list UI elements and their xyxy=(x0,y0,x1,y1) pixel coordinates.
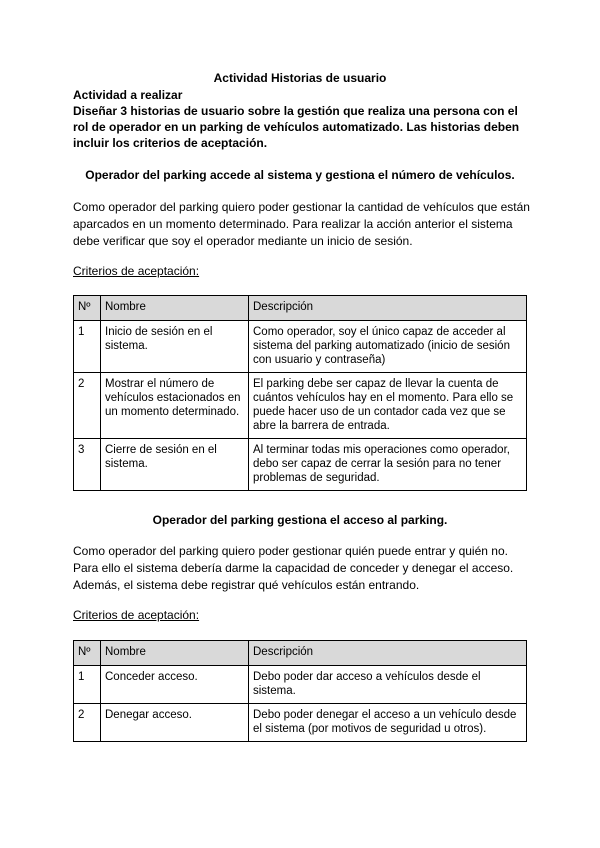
cell-number: 2 xyxy=(74,704,101,742)
cell-name: Inicio de sesión en el sistema. xyxy=(101,321,249,373)
header-name: Nombre xyxy=(101,296,249,321)
cell-number: 1 xyxy=(74,666,101,704)
activity-heading: Actividad a realizar xyxy=(73,88,183,102)
story-2-criteria-label: Criterios de aceptación: xyxy=(73,608,200,622)
cell-description: Como operador, soy el único capaz de acceder al sistema del parking automatizado (inicio de sesión con usuario y contraseña) xyxy=(249,321,527,373)
cell-description: Debo poder dar acceso a vehículos desde el sistema. xyxy=(249,666,527,704)
cell-number: 2 xyxy=(74,373,101,439)
story-1-criteria-label: Criterios de aceptación: xyxy=(73,264,200,278)
cell-number: 1 xyxy=(74,321,101,373)
story-1-criteria-table xyxy=(73,295,527,491)
story-2-text: Como operador del parking quiero poder gestionar quién puede entrar y quién no. Para ello el sistema debería darme la capacidad de conceder y denegar el acceso. Además, el sistema debe registrar qué vehículos están entrando. xyxy=(73,544,514,592)
header-name: Nombre xyxy=(101,641,249,666)
table-row xyxy=(74,704,527,742)
story-1-title: Operador del parking accede al sistema y gestiona el número de vehículos. xyxy=(85,168,515,182)
header-number: Nº xyxy=(74,296,101,321)
table-header-row xyxy=(74,296,527,321)
table-header-row xyxy=(74,641,527,666)
activity-section xyxy=(73,87,533,151)
header-number: Nº xyxy=(74,641,101,666)
cell-name: Conceder acceso. xyxy=(101,666,249,704)
header-description: Descripción xyxy=(249,641,527,666)
story-2-title: Operador del parking gestiona el acceso al parking. xyxy=(152,513,448,527)
story-2-criteria-table xyxy=(73,640,527,742)
table-row xyxy=(74,439,527,491)
cell-description: El parking debe ser capaz de llevar la cuenta de cuántos vehículos hay en el momento. Para ello se puede hacer uso de un contador cada vez que se abre la barrera de entrada. xyxy=(249,373,527,439)
table-row xyxy=(74,666,527,704)
cell-name: Denegar acceso. xyxy=(101,704,249,742)
cell-name: Mostrar el número de vehículos estacionados en un momento determinado. xyxy=(101,373,249,439)
table-row xyxy=(74,321,527,373)
document-title: Actividad Historias de usuario xyxy=(213,71,387,85)
cell-name: Cierre de sesión en el sistema. xyxy=(101,439,249,491)
cell-description: Al terminar todas mis operaciones como operador, debo ser capaz de cerrar la sesión para no tener problemas de seguridad. xyxy=(249,439,527,491)
cell-description: Debo poder denegar el acceso a un vehículo desde el sistema (por motivos de seguridad u otros). xyxy=(249,704,527,742)
activity-text: Diseñar 3 historias de usuario sobre la gestión que realiza una persona con el rol de operador en un parking de vehículos automatizado. Las historias deben incluir los criterios de aceptación. xyxy=(73,104,520,150)
cell-number: 3 xyxy=(74,439,101,491)
table-row xyxy=(74,373,527,439)
header-description: Descripción xyxy=(249,296,527,321)
story-1-text: Como operador del parking quiero poder gestionar la cantidad de vehículos que están aparcados en un momento determinado. Para realizar la acción anterior el sistema debe verificar que soy el operador mediante un inicio de sesión. xyxy=(73,200,530,248)
